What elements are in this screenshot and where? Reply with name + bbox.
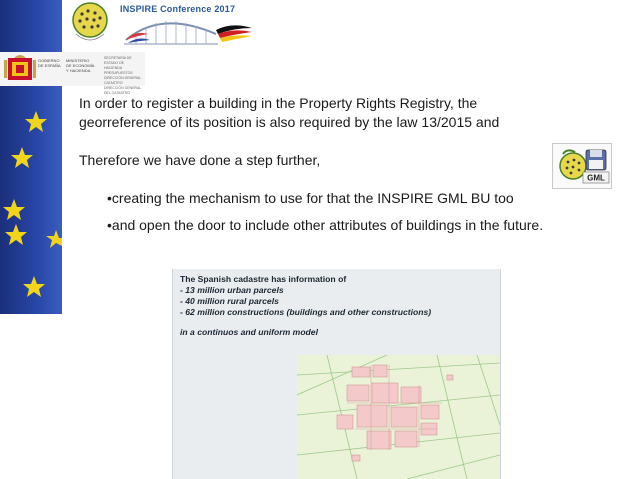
inset-line-3: - 40 million rural parcels (180, 296, 279, 306)
cadastre-inset-image (172, 269, 501, 479)
inset-line-4: - 62 million constructions (buildings and other constructions) (180, 307, 432, 317)
inset-line-5: in a continuos and uniform model (180, 327, 318, 337)
bullet-item-2: •and open the door to include other attributes of buildings in the future. (107, 217, 544, 233)
gml-label: GML (587, 173, 605, 183)
gml-icon-box (552, 143, 612, 189)
inset-line-1: The Spanish cadastre has information of (180, 274, 347, 284)
coat-of-arms-icon (2, 52, 38, 86)
header (0, 0, 638, 95)
bullet-item-1: •creating the mechanism to use for that the INSPIRE GML BU too (107, 190, 514, 206)
cadastral-map-icon (297, 355, 500, 479)
ministry-logo (0, 52, 145, 95)
paragraph-1-line-1: In order to register a building in the Property Rights Registry, the (79, 95, 478, 111)
inset-line-2: - 13 million urban parcels (180, 285, 284, 295)
gml-file-icon (553, 144, 611, 188)
paragraph-1-line-2: georreference of its position is also required by the law 13/2015 and (79, 114, 500, 130)
paragraph-2: Therefore we have done a step further, (79, 152, 321, 168)
conference-title: INSPIRE Conference 2017 (120, 4, 236, 14)
ministry-right-text: SECRETARÍA DE ESTADO DE HACIENDA PRESUPUESTOS DIRECCIÓN GENERAL CATASTRO DIRECCIÓN GENERAL DEL CATASTRO (104, 56, 142, 95)
ministry-left-text: GOBIERNO DE ESPAÑA (38, 58, 61, 68)
ministry-mid-text: MINISTERIO DE ECONOMÍA Y HACIENDA (66, 58, 95, 73)
